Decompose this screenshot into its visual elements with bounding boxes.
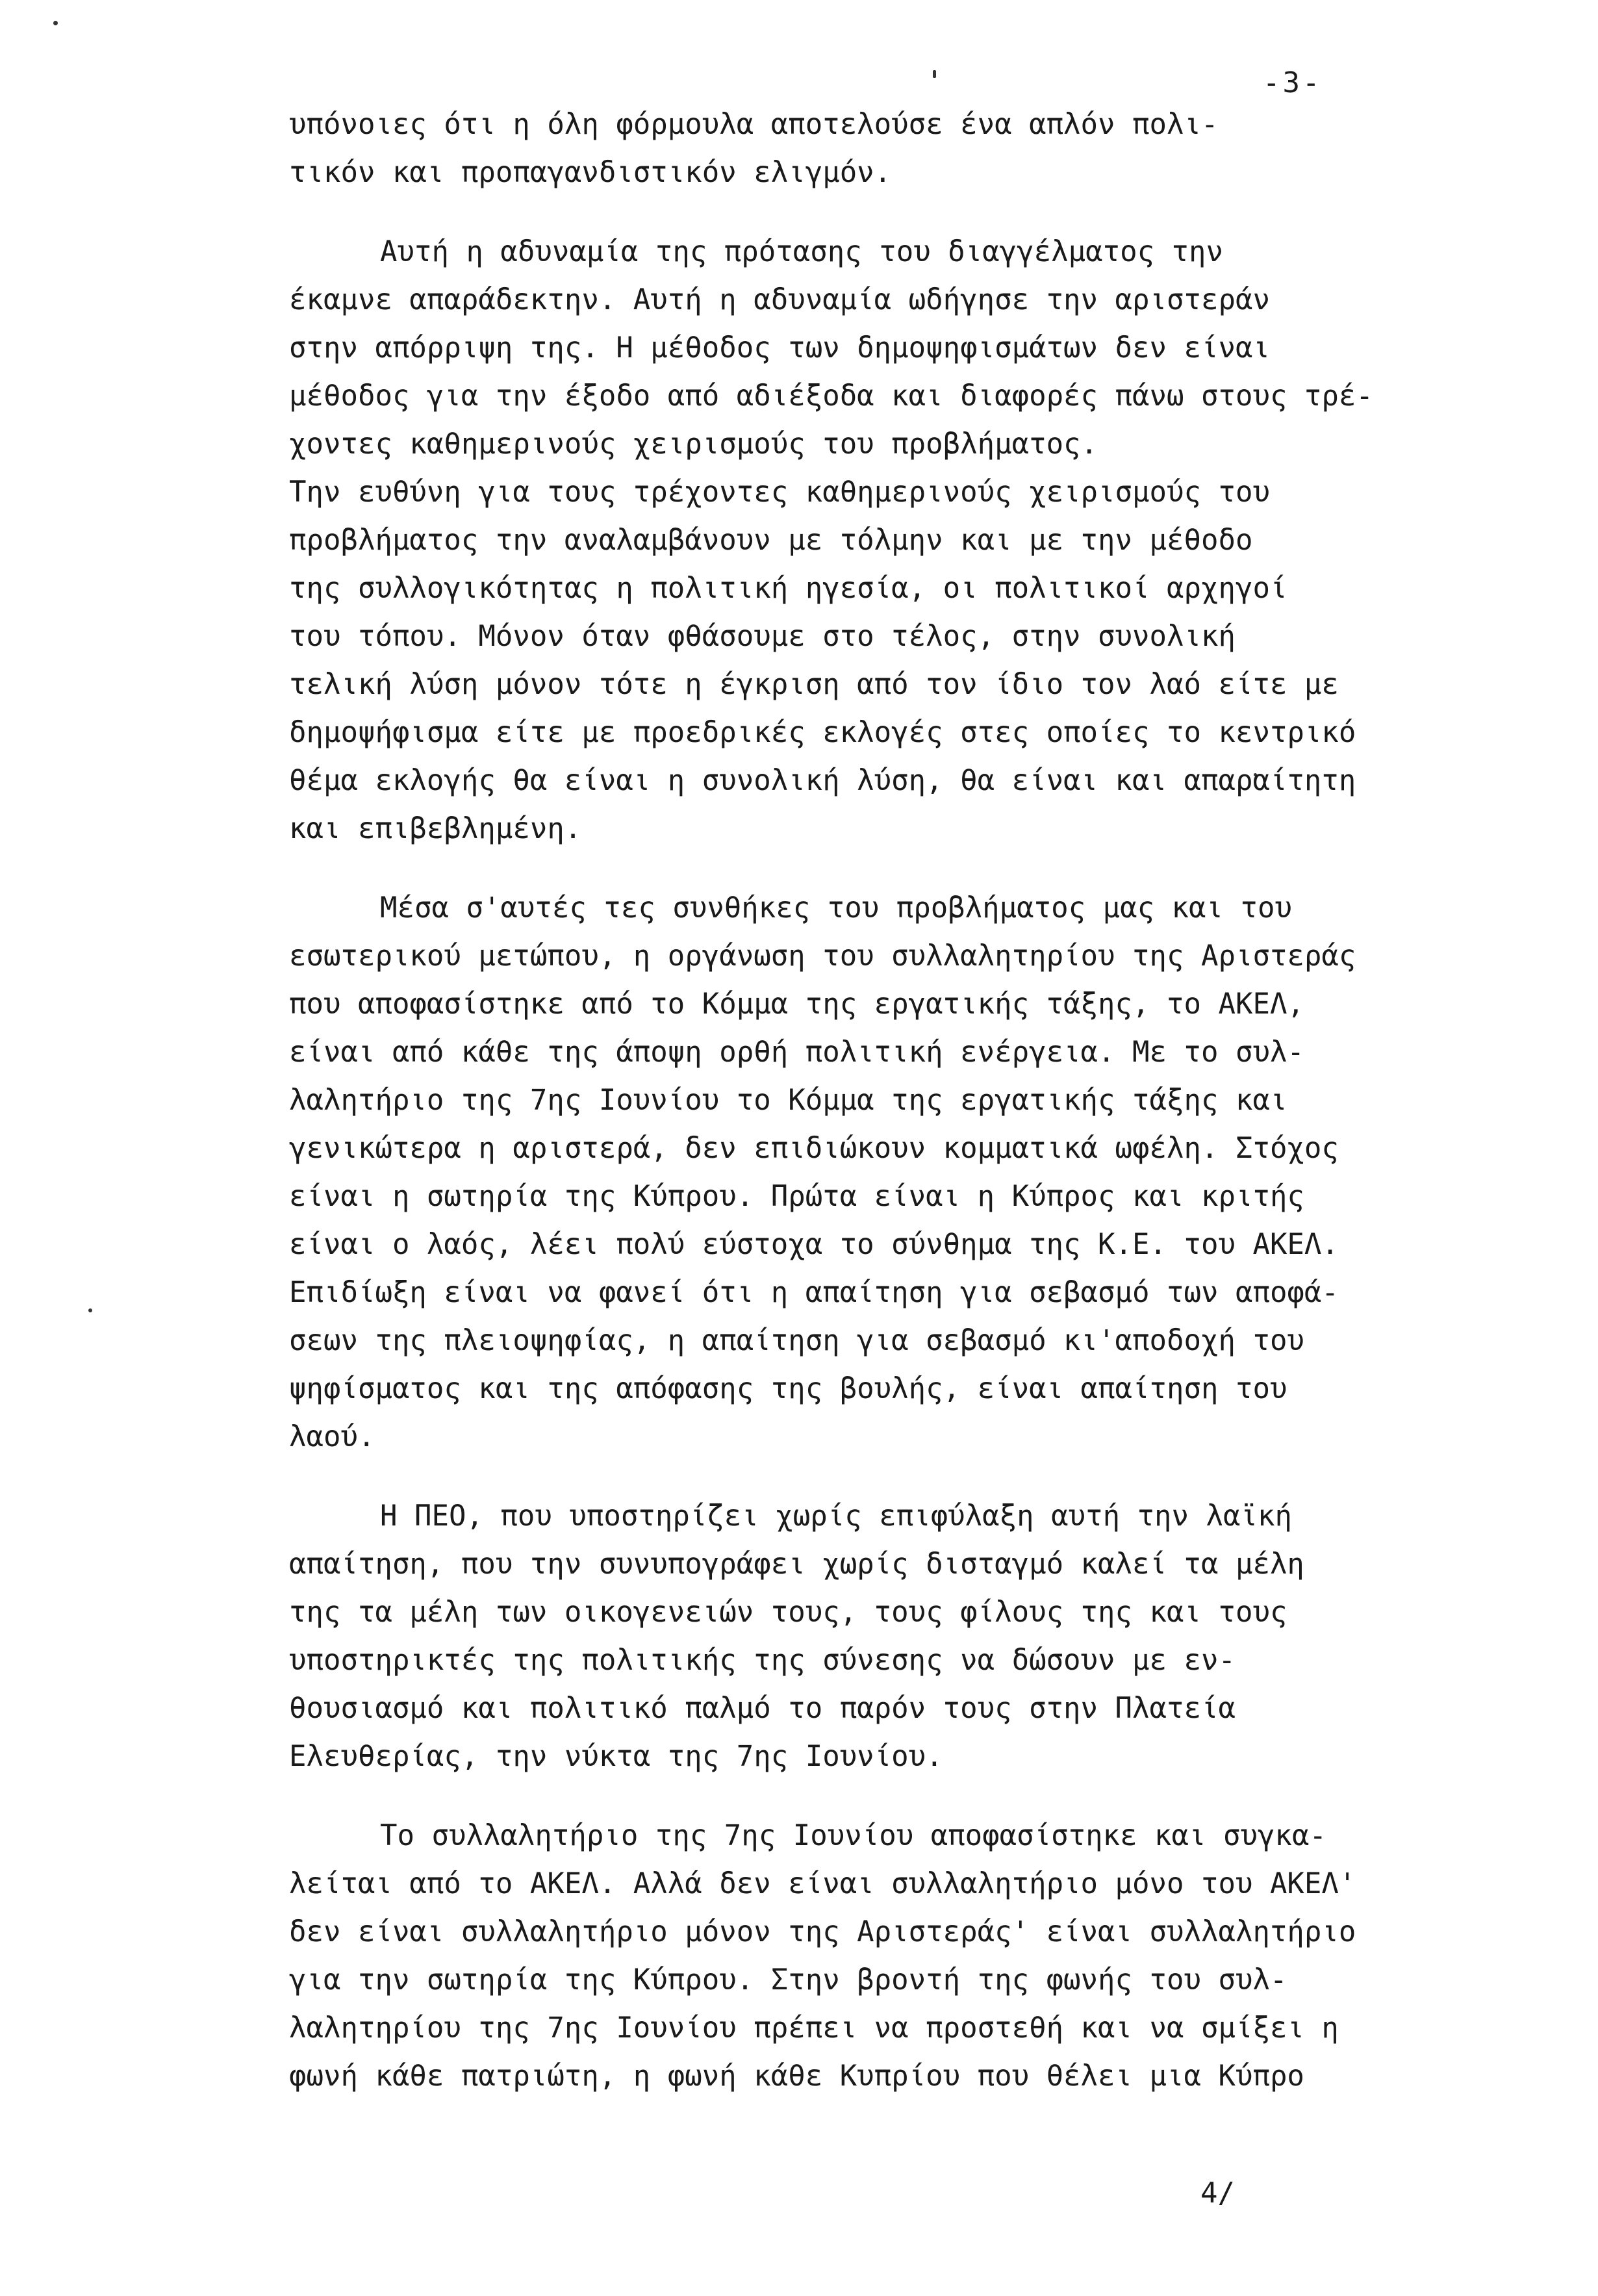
text-line: της τα μέλη των οικογενειών τους, τους φίλους της και τους xyxy=(289,1596,1287,1629)
text-line: θέμα εκλογής θα είναι η συνολική λύση, θα είναι και απαραίτητη xyxy=(289,764,1356,797)
text-line: σεων της πλειοψηφίας, η απαίτηση για σεβασμό κι'αποδοχή του xyxy=(289,1324,1304,1357)
text-line: Την ευθύνη για τους τρέχοντες καθημερινούς χειρισμούς του xyxy=(289,476,1270,509)
text-line: τελική λύση μόνον τότε η έγκριση από τον ίδιο τον λαό είτε με xyxy=(289,668,1339,701)
document-body xyxy=(289,101,1556,2132)
scan-speck xyxy=(933,70,936,78)
text-line: Το συλλαλητήριο της 7ης Ιουνίου αποφασίστηκε και συγκα- xyxy=(380,1819,1326,1852)
scan-speck xyxy=(88,1308,92,1312)
text-line: δημοψήφισμα είτε με προεδρικές εκλογές στες οποίες το κεντρικό xyxy=(289,716,1356,749)
text-line: λαλητηρίου της 7ης Ιουνίου πρέπει να προστεθή και να σμίξει η xyxy=(289,2011,1339,2045)
text-line: για την σωτηρία της Κύπρου. Στην βροντή της φωνής του συλ- xyxy=(289,1963,1287,1996)
text-line: ψηφίσματος και της απόφασης της βουλής, είναι απαίτηση του xyxy=(289,1372,1287,1405)
text-line: υπόνοιες ότι η όλη φόρμουλα αποτελούσε ένα απλόν πολι- xyxy=(289,108,1219,141)
text-line: λαλητήριο της 7ης Ιουνίου το Κόμμα της εργατικής τάξης και xyxy=(289,1084,1287,1117)
text-line: χοντες καθημερινούς χειρισμούς του προβλήματος. xyxy=(289,427,1098,461)
text-line: είναι από κάθε της άποψη ορθή πολιτική ενέργεια. Με το συλ- xyxy=(289,1036,1304,1069)
scan-speck xyxy=(53,21,58,25)
page-number: -3- xyxy=(1263,66,1323,99)
text-line: φωνή κάθε πατριώτη, η φωνή κάθε Κυπρίου που θέλει μια Κύπρο xyxy=(289,2060,1304,2093)
paragraph-4 xyxy=(289,1492,1556,1781)
text-line: απαίτηση, που την συνυπογράφει χωρίς δισταγμό καλεί τα μέλη xyxy=(289,1548,1304,1581)
paragraph-3 xyxy=(289,884,1556,1461)
text-line: εσωτερικού μετώπου, η οργάνωση του συλλαλητηρίου της Αριστεράς xyxy=(289,939,1356,973)
text-line: του τόπου. Μόνον όταν φθάσουμε στο τέλος, στην συνολική xyxy=(289,620,1236,653)
text-line: και επιβεβλημένη. xyxy=(289,812,582,845)
text-line: λαού. xyxy=(289,1420,375,1453)
text-line: δεν είναι συλλαλητήριο μόνον της Αριστεράς' είναι συλλαλητήριο xyxy=(289,1915,1356,1948)
text-line: της συλλογικότητας η πολιτική ηγεσία, οι πολιτικοί αρχηγοί xyxy=(289,572,1287,605)
paragraph-5 xyxy=(289,1812,1556,2100)
paragraph-2 xyxy=(289,228,1556,853)
text-line: θουσιασμό και πολιτικό παλμό το παρόν τους στην Πλατεία xyxy=(289,1692,1236,1725)
paragraph-1 xyxy=(289,101,1556,197)
text-line: Μέσα σ'αυτές τες συνθήκες του προβλήματος μας και του xyxy=(380,891,1292,925)
text-line: τικόν και προπαγανδιστικόν ελιγμόν. xyxy=(289,156,892,189)
text-line: Ελευθερίας, την νύκτα της 7ης Ιουνίου. xyxy=(289,1740,943,1773)
text-line: υποστηρικτές της πολιτικής της σύνεσης να δώσουν με εν- xyxy=(289,1644,1236,1677)
text-line: προβλήματος την αναλαμβάνουν με τόλμην και με την μέθοδο xyxy=(289,524,1253,557)
text-line: που αποφασίστηκε από το Κόμμα της εργατικής τάξης, το ΑΚΕΛ, xyxy=(289,988,1304,1021)
text-line: στην απόρριψη της. Η μέθοδος των δημοψηφισμάτων δεν είναι xyxy=(289,331,1270,364)
text-line: Αυτή η αδυναμία της πρότασης του διαγγέλματος την xyxy=(380,235,1224,268)
text-line: είναι η σωτηρία της Κύπρου. Πρώτα είναι η Κύπρος και κριτής xyxy=(289,1180,1304,1213)
text-line: Η ΠΕΟ, που υποστηρίζει χωρίς επιφύλαξη αυτή την λαϊκή xyxy=(380,1499,1292,1533)
text-line: έκαμνε απαράδεκτην. Αυτή η αδυναμία ωδήγησε την αριστεράν xyxy=(289,283,1270,316)
text-line: είναι ο λαός, λέει πολύ εύστοχα το σύνθημα της Κ.Ε. του ΑΚΕΛ. xyxy=(289,1228,1339,1261)
text-line: γενικώτερα η αριστερά, δεν επιδιώκουν κομματικά ωφέλη. Στόχος xyxy=(289,1132,1339,1165)
text-line: Επιδίωξη είναι να φανεί ότι η απαίτηση για σεβασμό των αποφά- xyxy=(289,1276,1339,1309)
text-line: μέθοδος για την έξοδο από αδιέξοδα και διαφορές πάνω στους τρέ- xyxy=(289,379,1373,413)
text-line: λείται από το ΑΚΕΛ. Αλλά δεν είναι συλλαλητήριο μόνο του ΑΚΕΛ' xyxy=(289,1867,1356,1900)
continuation-marker: 4/ xyxy=(1200,2176,1235,2210)
